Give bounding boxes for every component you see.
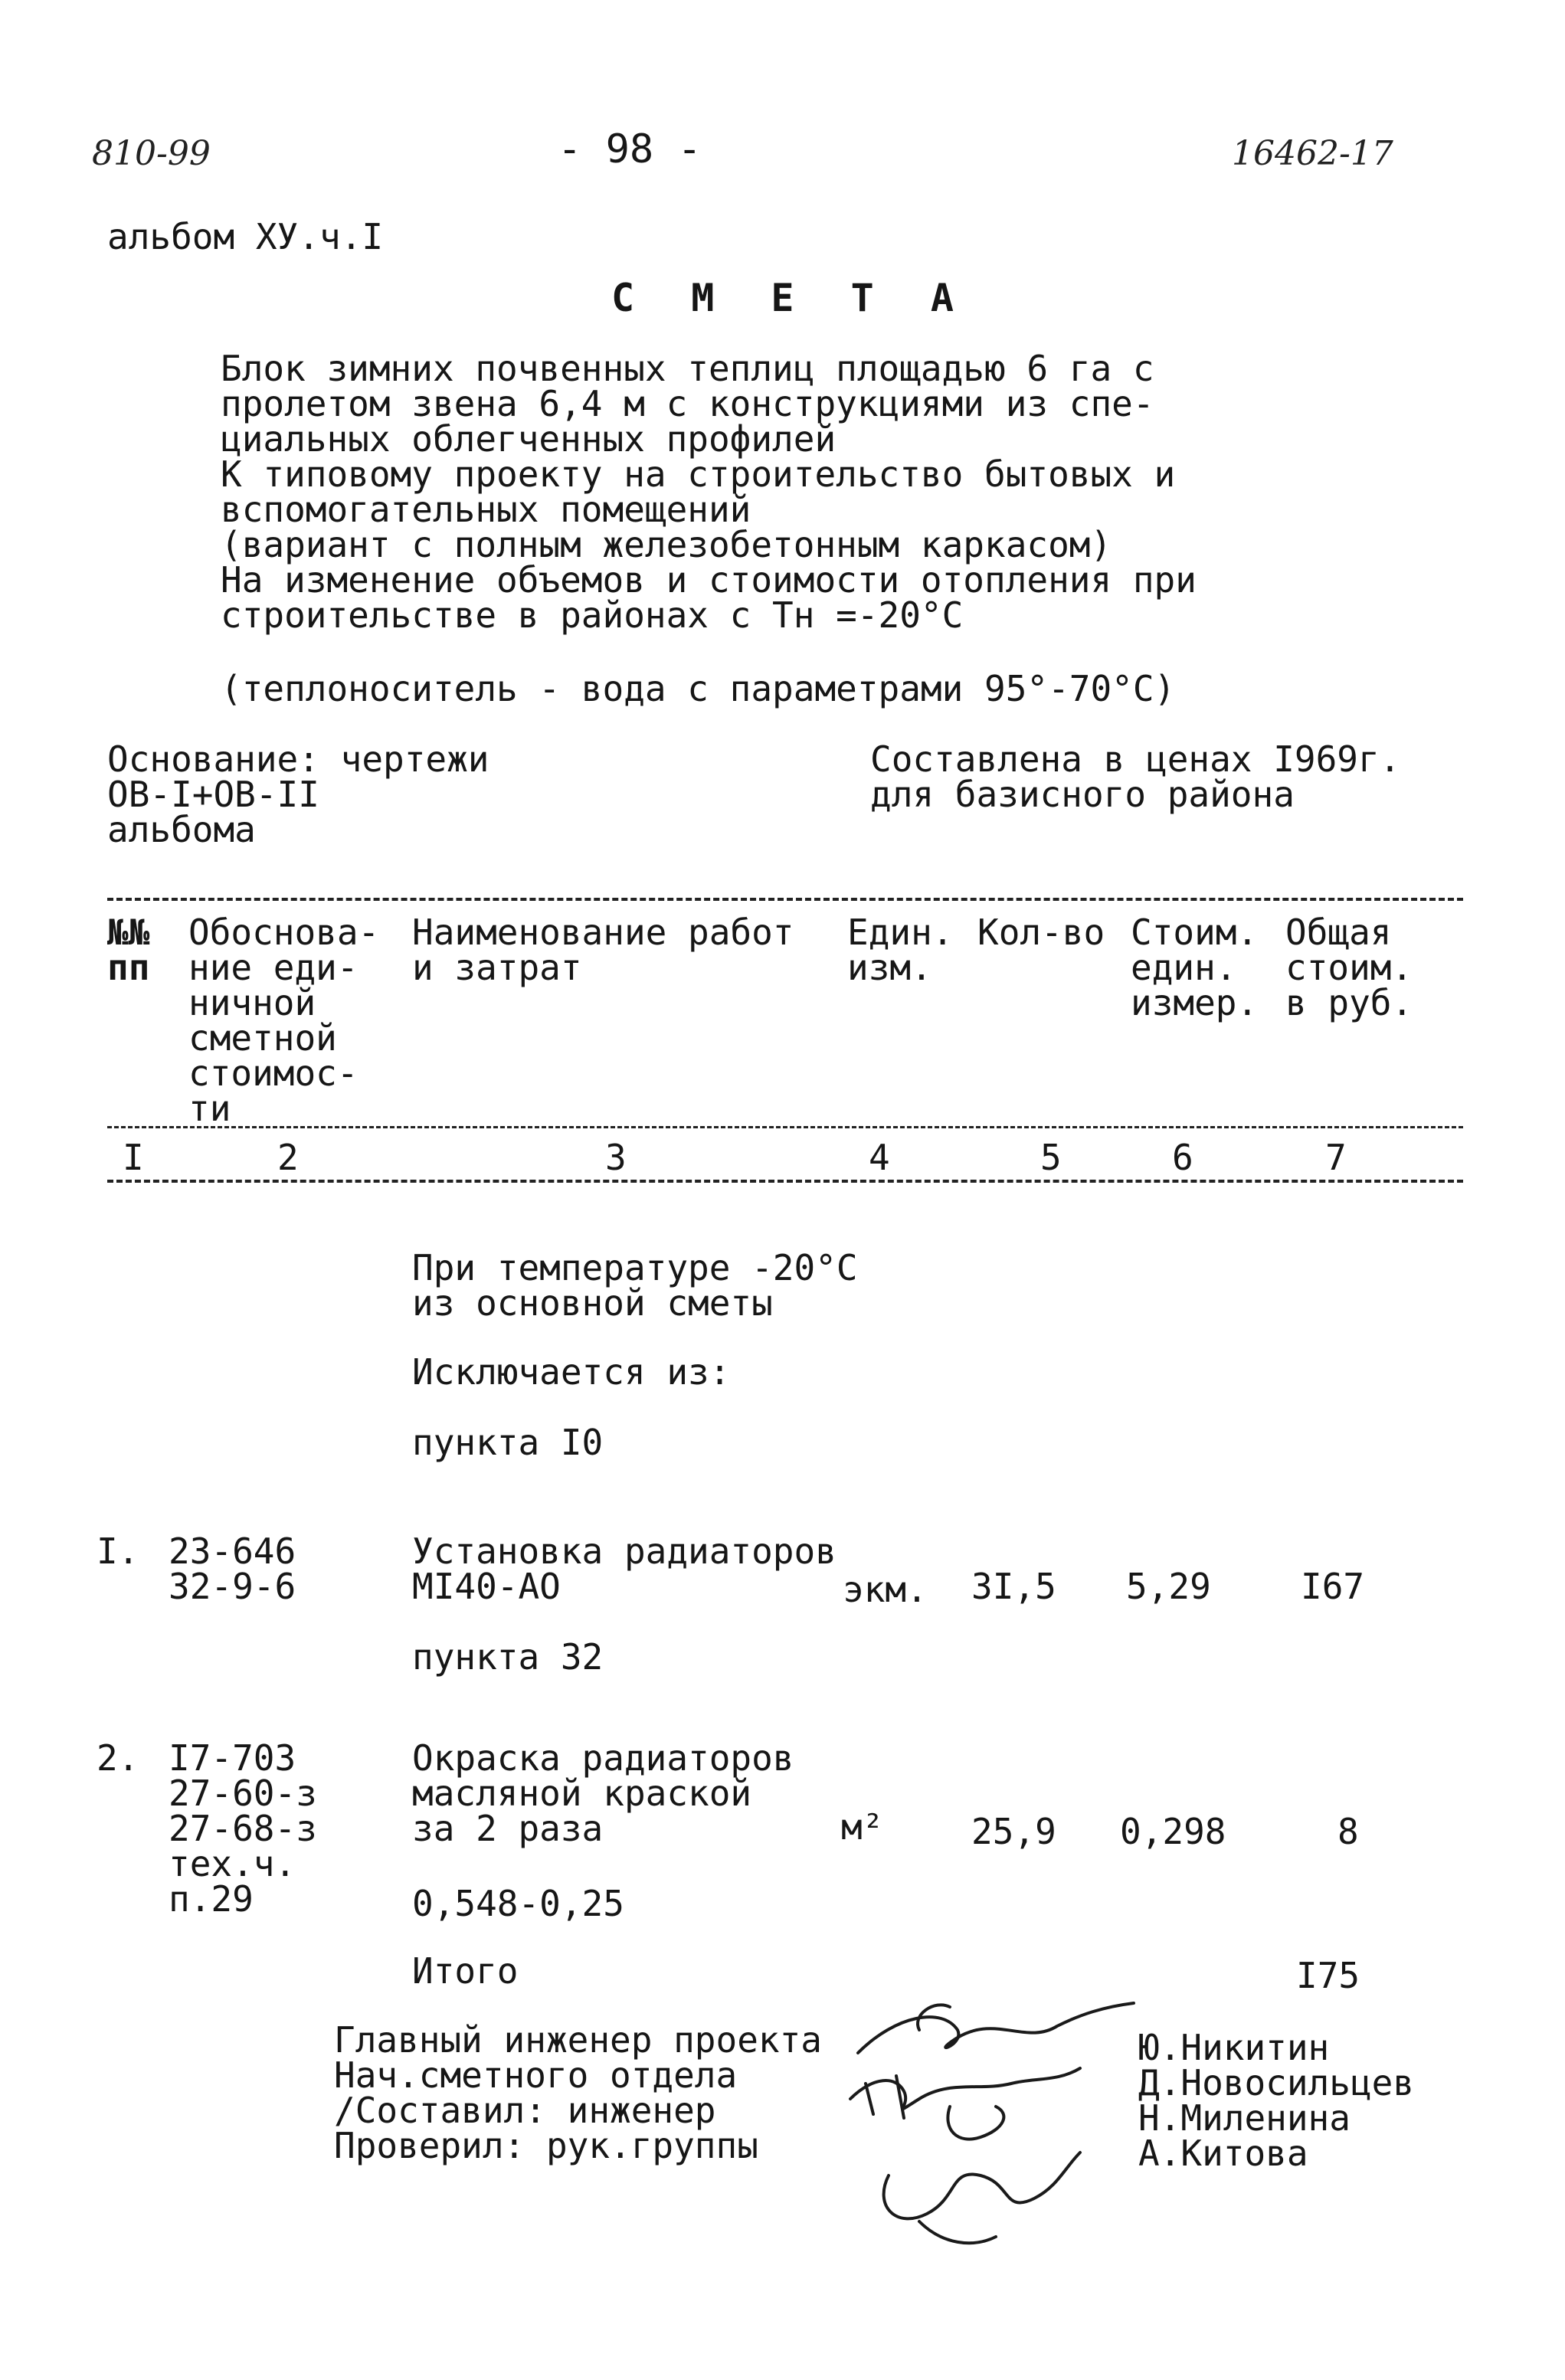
col-number: 7: [1325, 1137, 1347, 1178]
row-unit-cost: 0,298: [1120, 1811, 1226, 1852]
row-unit: экм.: [843, 1569, 928, 1610]
col-header-unit: Един. изм.: [847, 912, 954, 988]
signature-role: /Составил: инженер: [334, 2090, 716, 2131]
description-line: На изменение объемов и стоимости отопления при: [221, 559, 1197, 601]
signature-name: Н.Миленина: [1138, 2097, 1351, 2139]
table-top-rule: [107, 898, 1463, 901]
total-label: Итого: [412, 1950, 519, 1992]
row-formula: 0,548-0,25: [412, 1883, 624, 1924]
description-line: Блок зимних почвенных теплиц площадью 6 га с: [221, 348, 1154, 389]
item-reference: пункта I0: [412, 1422, 604, 1463]
prices-block: [870, 738, 1401, 815]
row-basis: I7-703 27-60-з 27-68-з тех.ч. п.29: [169, 1737, 317, 1920]
col-header-unit-cost: Стоим. един. измер.: [1131, 912, 1259, 1023]
excluded-label: Исключается из:: [412, 1351, 731, 1393]
row-unit-cost: 5,29: [1126, 1566, 1211, 1607]
signature-name: Д.Новосильцев: [1138, 2062, 1415, 2103]
col-header-total: Общая стоим. в руб.: [1285, 912, 1413, 1023]
basis-line: Основание: чертежи: [107, 738, 489, 780]
description-line: строительстве в районах с Тн =-20°С: [221, 594, 964, 636]
prices-line: Составлена в ценах I969г.: [870, 738, 1401, 780]
basis-line: ОВ-I+ОВ-II: [107, 774, 319, 815]
col-numbers-rule: [107, 1180, 1463, 1183]
col-number: 6: [1172, 1137, 1193, 1178]
coolant-note: (теплоноситель - вода с параметрами 95°-70°С): [221, 668, 1176, 709]
item-reference: пункта 32: [412, 1636, 604, 1678]
description-line: циальных облегченных профилей: [221, 418, 837, 460]
row-name: Окраска радиаторов масляной краской за 2 раза: [412, 1737, 794, 1849]
signature-role: Главный инженер проекта: [334, 2019, 822, 2061]
col-number: 5: [1040, 1137, 1062, 1178]
total-value: I75: [1296, 1955, 1360, 1996]
signature-name: А.Китова: [1138, 2133, 1308, 2174]
signature-role: Проверил: рук.группы: [334, 2125, 758, 2166]
col-number: 4: [869, 1137, 890, 1178]
col-header-qty: Кол-во: [977, 912, 1105, 953]
row-basis: 23-646 32-9-6: [169, 1530, 296, 1607]
description-block: [221, 348, 1197, 636]
basis-line: альбома: [107, 809, 256, 850]
col-number: 2: [277, 1137, 299, 1178]
row-qty: 25,9: [971, 1811, 1056, 1852]
page-number: - 98 -: [558, 126, 702, 172]
col-number: 3: [605, 1137, 627, 1178]
row-number: 2.: [97, 1737, 139, 1779]
description-line: вспомогательных помещений: [221, 489, 751, 530]
description-line: (вариант с полным железобетонным каркасом): [221, 524, 1112, 565]
row-name: Установка радиаторов МI40-АО: [412, 1530, 837, 1607]
description-line: пролетом звена 6,4 м с конструкциями из спе-: [221, 383, 1154, 424]
archive-mark-left: 810-99: [92, 134, 211, 173]
col-header-num: №№ пп: [107, 912, 150, 988]
signature-names: [1138, 2027, 1415, 2174]
row-unit: м²: [841, 1806, 884, 1848]
row-number: I.: [97, 1530, 139, 1572]
row-total: I67: [1301, 1566, 1365, 1607]
section-heading: При температуре -20°С из основной сметы: [412, 1247, 858, 1324]
col-header-basis: Обоснова- ние еди- ничной сметной стоимос- ти: [188, 912, 380, 1129]
col-header-name: Наименование работ и затрат: [412, 912, 794, 988]
signature-roles: [334, 2019, 822, 2166]
signature-role: Нач.сметного отдела: [334, 2054, 738, 2096]
col-number: I: [123, 1137, 144, 1178]
archive-mark-right: 16462-17: [1232, 134, 1393, 173]
handwritten-signatures: [827, 1984, 1149, 2260]
album-label: альбом XУ.ч.I: [107, 216, 384, 257]
document-title: С М Е Т А: [611, 276, 971, 320]
header-bottom-rule: [107, 1126, 1463, 1128]
row-qty: 3I,5: [971, 1566, 1056, 1607]
basis-block: [107, 738, 489, 850]
signature-name: Ю.Никитин: [1138, 2027, 1330, 2068]
prices-line: для базисного района: [870, 774, 1295, 815]
description-line: К типовому проекту на строительство бытовых и: [221, 453, 1176, 495]
row-total: 8: [1337, 1811, 1359, 1852]
